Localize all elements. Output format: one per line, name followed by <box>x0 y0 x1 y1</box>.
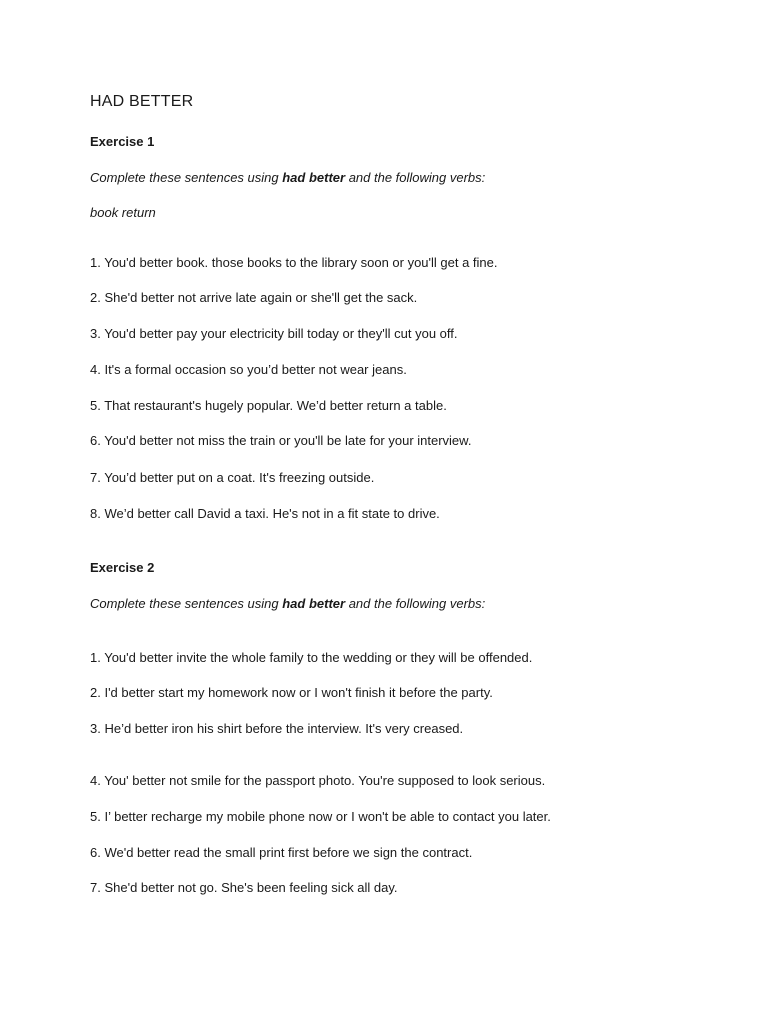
exercise-2-sentence: 2. I'd better start my homework now or I won't finish it before the party. <box>90 685 493 700</box>
instruction-text: and the following verbs: <box>345 596 486 611</box>
instruction-keyword: had better <box>282 596 346 611</box>
instruction-text: Complete these sentences using <box>90 596 283 611</box>
exercise-1-sentence: 4. It's a formal occasion so you’d better not wear jeans. <box>90 362 407 377</box>
instruction-text: Complete these sentences using <box>90 170 283 185</box>
exercise-2-sentence: 7. She'd better not go. She's been feeling sick all day. <box>90 880 398 895</box>
exercise-1-sentence: 2. She'd better not arrive late again or she'll get the sack. <box>90 290 418 305</box>
exercise-1-sentence: 8. We’d better call David a taxi. He's not in a fit state to drive. <box>90 506 440 521</box>
exercise-2-sentence: 3. He’d better iron his shirt before the interview. It's very creased. <box>90 721 464 736</box>
exercise-2-sentence: 4. You' better not smile for the passport photo. You're supposed to look serious. <box>90 773 546 788</box>
exercise-2-heading: Exercise 2 <box>90 560 155 575</box>
exercise-1-sentence: 7. You’d better put on a coat. It's freezing outside. <box>90 470 375 485</box>
exercise-1-sentence: 3. You'd better pay your electricity bill today or they'll cut you off. <box>90 326 458 341</box>
exercise-1-heading: Exercise 1 <box>90 134 155 149</box>
exercise-2-sentence: 1. You'd better invite the whole family to the wedding or they will be offended. <box>90 650 533 665</box>
exercise-1-sentence: 5. That restaurant's hugely popular. We’d better return a table. <box>90 398 447 413</box>
exercise-2-sentence: 5. I’ better recharge my mobile phone now or I won't be able to contact you later. <box>90 809 551 824</box>
exercise-2-instruction <box>90 596 485 611</box>
exercise-1-instruction <box>90 170 485 185</box>
exercise-1-verbs: book return <box>90 205 156 220</box>
exercise-1-sentence: 6. You'd better not miss the train or you'll be late for your interview. <box>90 433 472 448</box>
exercise-2-sentence: 6. We'd better read the small print first before we sign the contract. <box>90 845 473 860</box>
exercise-1-sentence: 1. You'd better book. those books to the library soon or you'll get a fine. <box>90 255 498 270</box>
instruction-keyword: had better <box>282 170 346 185</box>
document-title: HAD BETTER <box>90 93 194 110</box>
instruction-text: and the following verbs: <box>345 170 486 185</box>
